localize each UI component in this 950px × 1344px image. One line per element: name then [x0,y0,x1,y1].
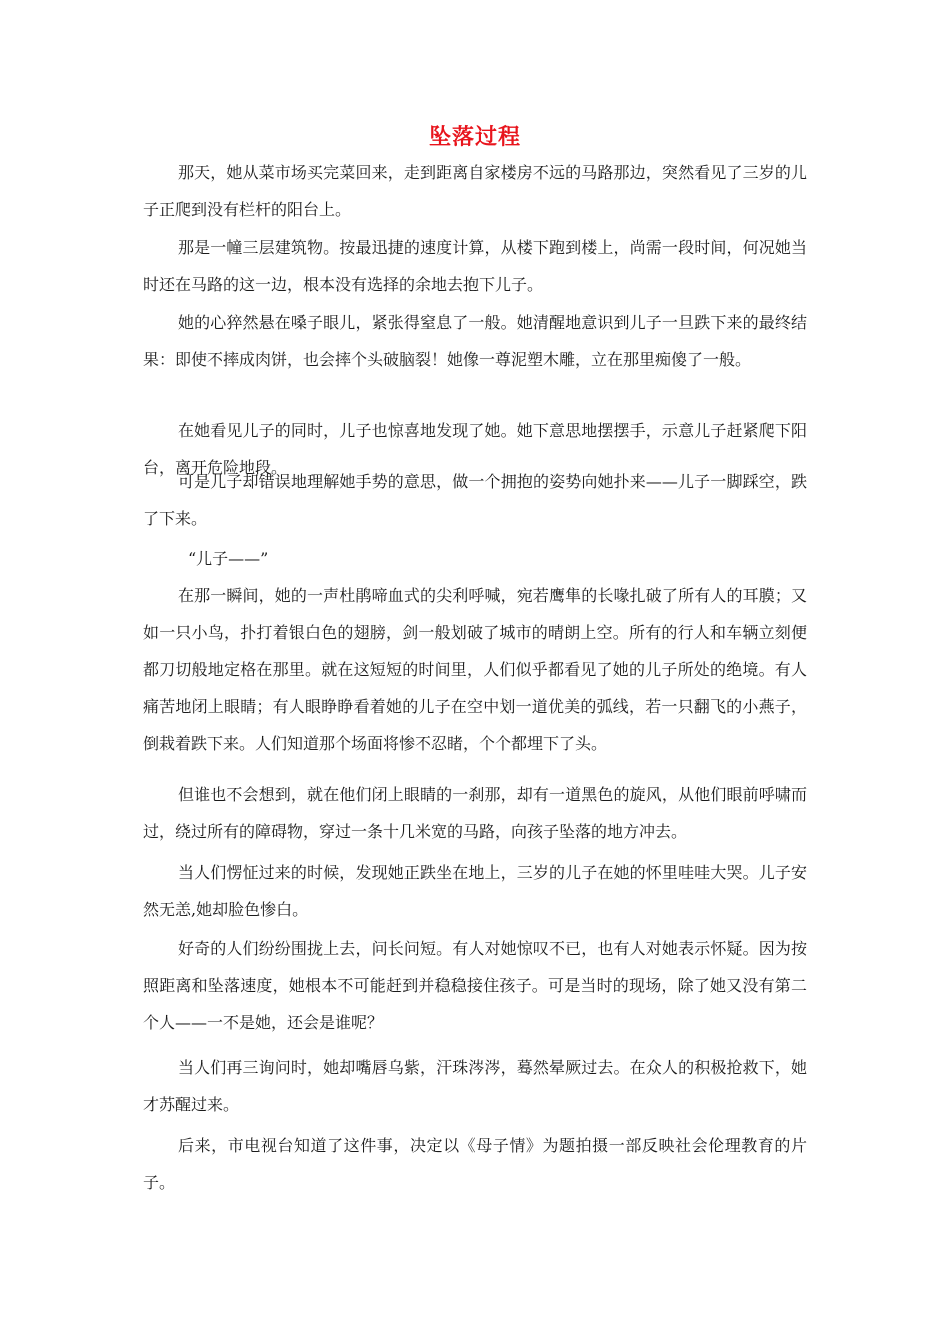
paragraph-4: 在她看见儿子的同时，儿子也惊喜地发现了她。她下意思地摆摆手，示意儿子赶紧爬下阳台，离开危险地段。 [143,421,807,477]
paragraph-10: 好奇的人们纷纷围拢上去，问长问短。有人对她惊叹不已，也有人对她表示怀疑。因为按照距离和坠落速度，她根本不可能赶到并稳稳接住孩子。可是当时的现场，除了她又没有第二个人——一不是她，还会是谁呢？ [143,939,807,1032]
document-title: 坠落过程 [428,124,521,150]
paragraph-2: 那是一幢三层建筑物。按最迅捷的速度计算，从楼下跑到楼上，尚需一段时间，何况她当时还在马路的这一边，根本没有选择的余地去抱下儿子。 [143,238,807,294]
paragraph-6: “儿子——” [188,549,269,568]
paragraph-3: 她的心猝然悬在嗓子眼儿，紧张得窒息了一般。她清醒地意识到儿子一旦跌下来的最终结果：即使不摔成肉饼，也会摔个头破脑裂！她像一尊泥塑木雕，立在那里痴傻了一般。 [143,313,807,369]
paragraph-7: 在那一瞬间，她的一声杜鹃啼血式的尖利呼喊，宛若鹰隼的长喙扎破了所有人的耳膜；又如一只小鸟，扑打着银白色的翅膀，剑一般划破了城市的晴朗上空。所有的行人和车辆立刻便都刀切般地定格在那里。就在这短短的时间里，人们似乎都看见了她的儿子所处的绝境。有人痛苦地闭上眼睛；有人眼睁睁看着她的儿子在空中划一道优美的弧线，若一只翻飞的小燕子，倒栽着跌下来。人们知道那个场面将惨不忍睹，个个都埋下了头。 [143,586,807,753]
paragraph-1: 那天，她从菜市场买完菜回来，走到距离自家楼房不远的马路那边，突然看见了三岁的儿子正爬到没有栏杆的阳台上。 [143,163,807,219]
paragraph-9: 当人们愣怔过来的时候，发现她正跌坐在地上，三岁的儿子在她的怀里哇哇大哭。儿子安然无恙,她却脸色惨白。 [143,863,807,919]
paragraph-8: 但谁也不会想到，就在他们闭上眼睛的一刹那，却有一道黑色的旋风，从他们眼前呼啸而过，绕过所有的障碍物，穿过一条十几米宽的马路，向孩子坠落的地方冲去。 [143,785,807,841]
paragraph-11: 当人们再三询问时，她却嘴唇乌紫，汗珠涔涔，蓦然晕厥过去。在众人的积极抢救下，她才苏醒过来。 [143,1058,807,1114]
paragraph-5: 可是儿子却错误地理解她手势的意思，做一个拥抱的姿势向她扑来——儿子一脚踩空，跌了下来。 [143,472,807,528]
paragraph-12: 后来，市电视台知道了这件事，决定以《母子情》为题拍摄一部反映社会伦理教育的片子。 [143,1136,807,1192]
